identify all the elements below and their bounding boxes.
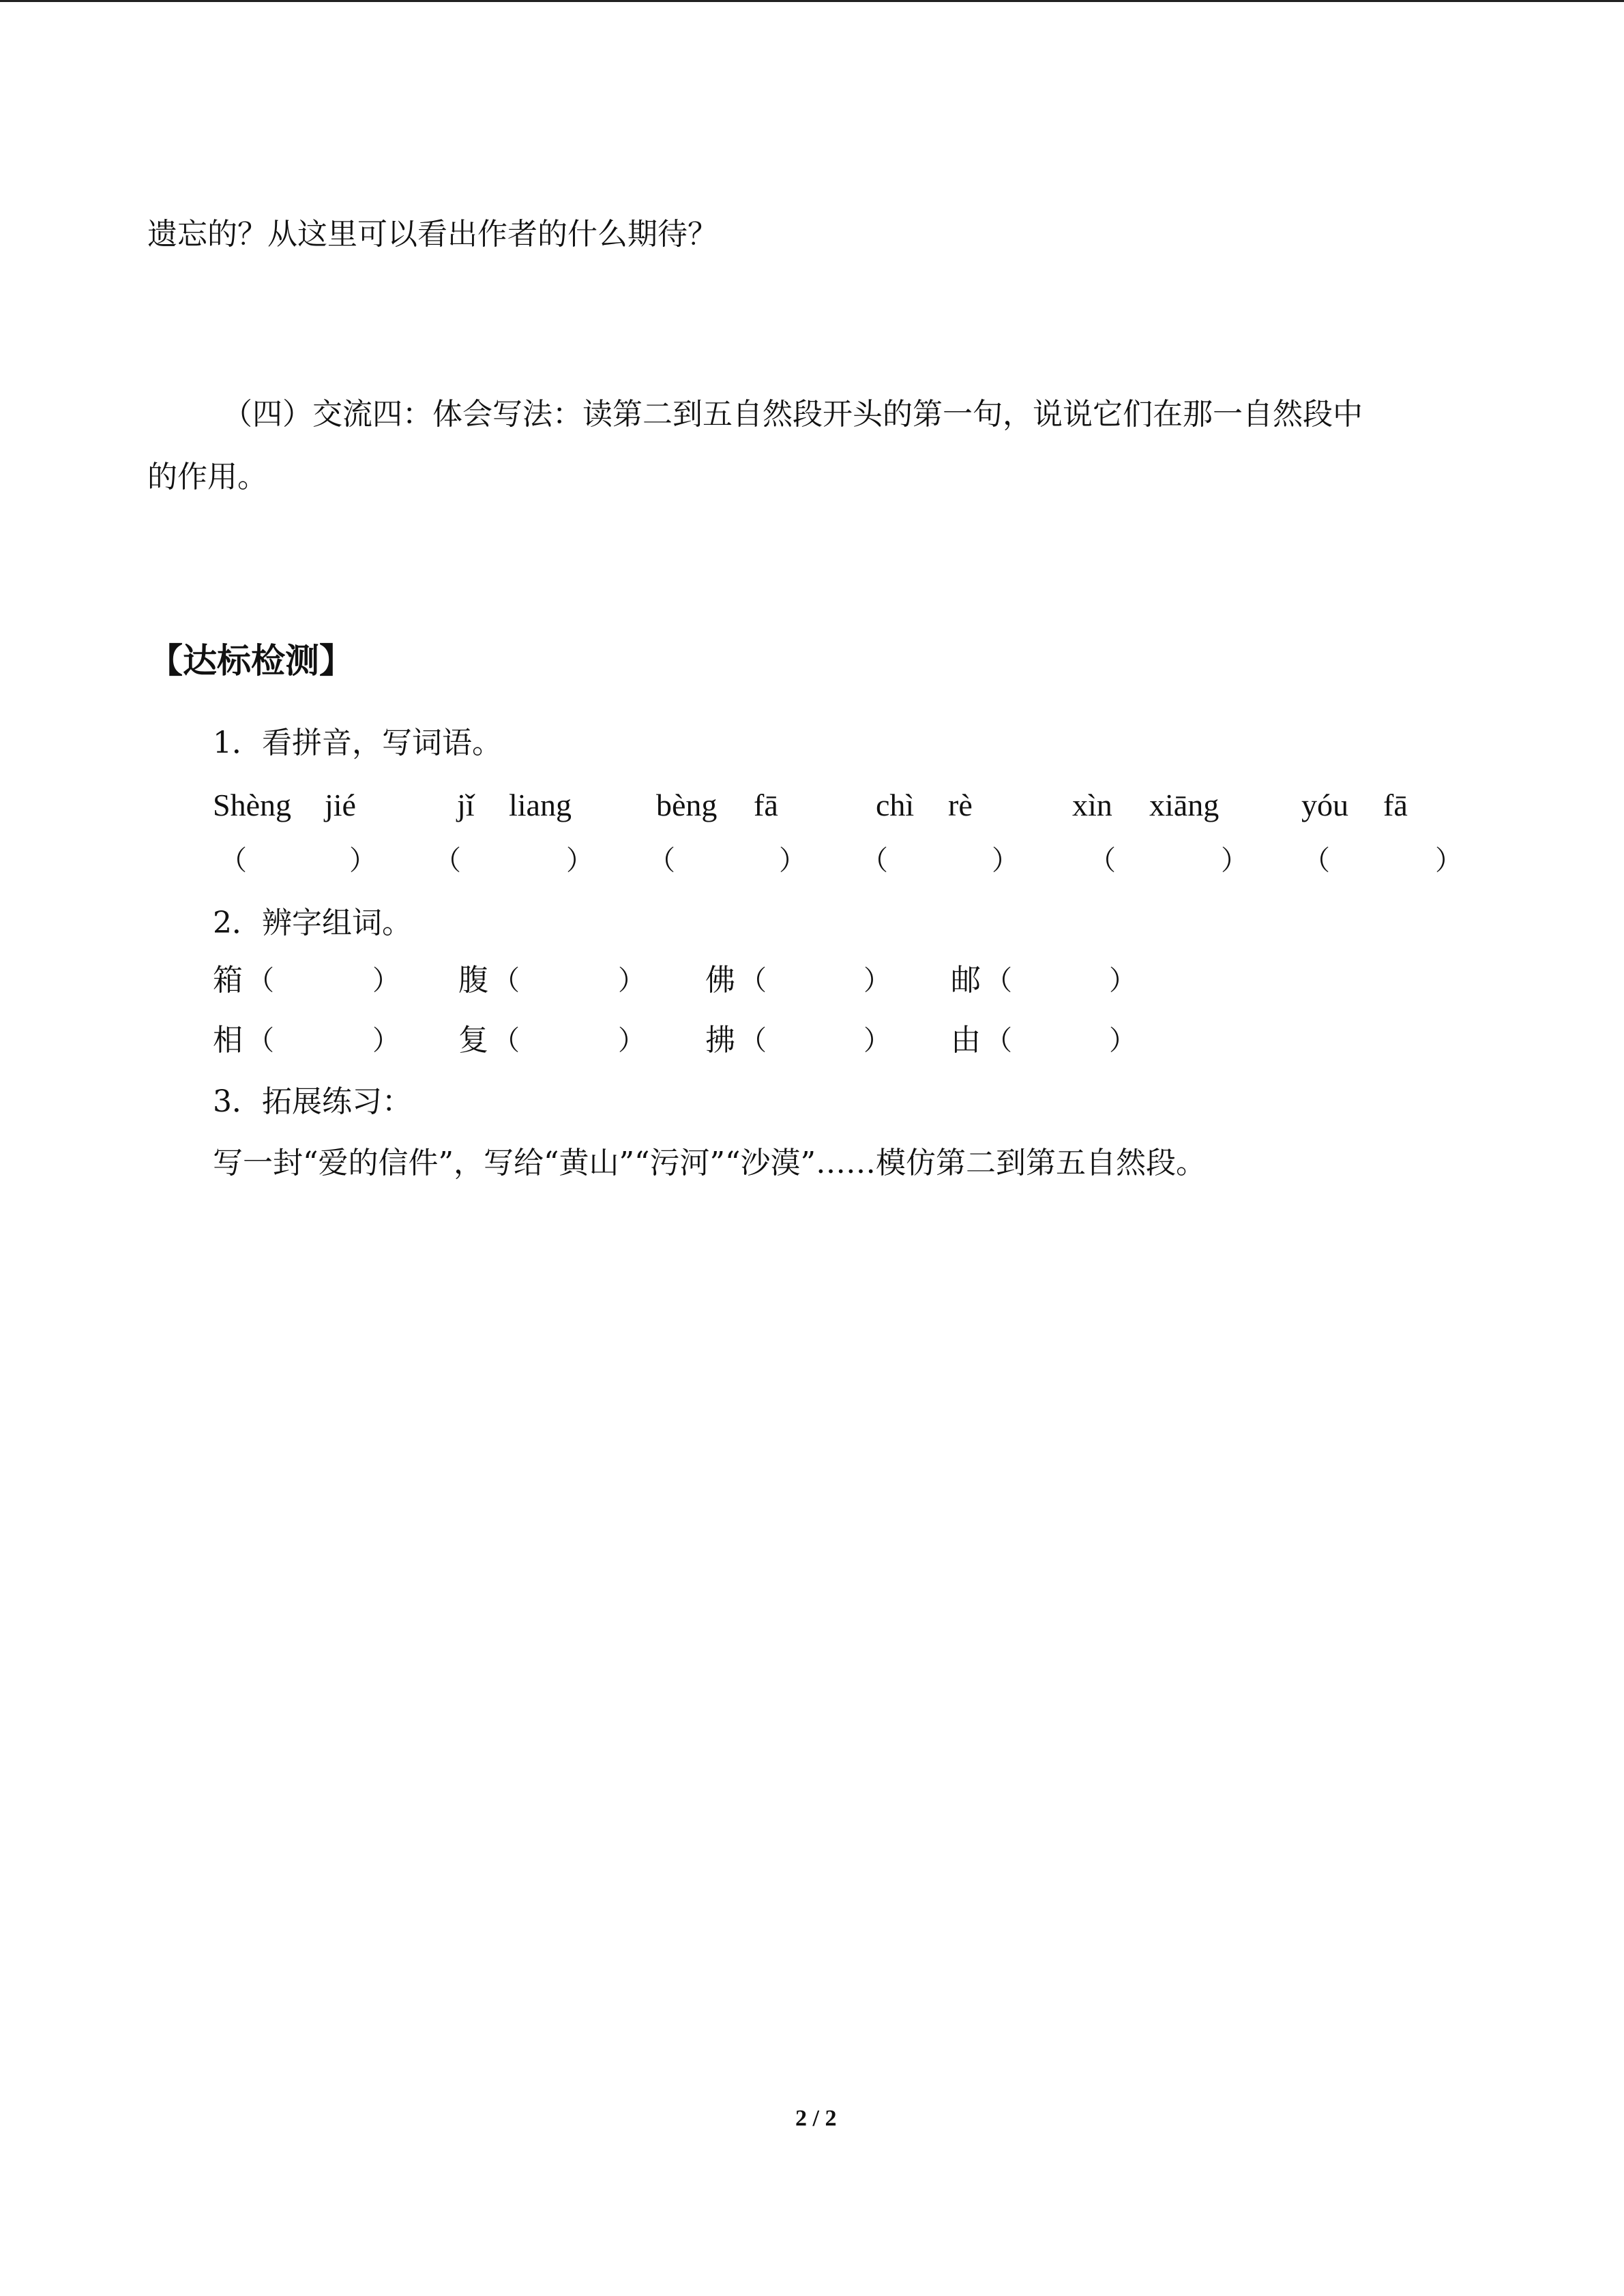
pinyin-1b: jié <box>325 788 356 822</box>
char-row2-3-open: （ <box>739 1025 767 1056</box>
pinyin-1a: Shèng <box>213 788 291 822</box>
answer-blank-6-close: ） <box>1435 845 1462 876</box>
answer-blank-3-open: （ <box>648 845 675 876</box>
char-row1-2-close: ） <box>618 965 645 996</box>
char-row1-2-open: （ <box>492 965 520 996</box>
answer-blank-2-open: （ <box>434 845 461 876</box>
char-row1-4-open: （ <box>985 965 1012 996</box>
pinyin-5b: xiāng <box>1149 788 1220 822</box>
answer-blank-1-close: ） <box>349 845 377 876</box>
answer-blank-5-close: ） <box>1221 845 1248 876</box>
pinyin-6b: fā <box>1383 788 1408 822</box>
pinyin-4b: rè <box>948 788 973 822</box>
pinyin-6a: yóu <box>1301 788 1348 822</box>
char-row2-4-open: （ <box>985 1025 1012 1056</box>
char-row1-1: 箱 <box>213 963 243 998</box>
page-top-border <box>0 0 1624 2</box>
answer-blank-4-open: （ <box>861 845 888 876</box>
pinyin-3b: fā <box>754 788 778 822</box>
body-line-1: 遗忘的？从这里可以看出作者的什么期待？ <box>147 217 718 252</box>
pinyin-4a: chì <box>876 788 915 822</box>
char-row2-2-open: （ <box>492 1025 520 1056</box>
char-row1-3-close: ） <box>863 965 891 996</box>
answer-blank-3-close: ） <box>779 845 806 876</box>
char-row1-3: 佛 <box>705 963 735 998</box>
assessment-heading: 【达标检测】 <box>149 641 353 681</box>
answer-blank-5-open: （ <box>1089 845 1116 876</box>
pinyin-3a: bèng <box>656 788 718 822</box>
char-row1-1-close: ） <box>372 965 400 996</box>
char-row2-1: 相 <box>213 1023 243 1058</box>
pinyin-2a: jǐ <box>457 788 475 822</box>
section-4-line-1: （四）交流四：体会写法：读第二到五自然段开头的第一句，说说它们在那一自然段中 <box>222 397 1363 432</box>
section-4-line-2: 的作用。 <box>147 460 267 494</box>
char-row2-3-close: ） <box>863 1025 891 1056</box>
question-3-title: 3．拓展练习： <box>213 1084 412 1119</box>
char-row2-4-close: ） <box>1109 1025 1136 1056</box>
pinyin-5a: xìn <box>1072 788 1112 822</box>
char-row2-4: 由 <box>951 1023 981 1058</box>
question-1-title: 1．看拼音，写词语。 <box>213 726 502 760</box>
question-2-title: 2．辨字组词。 <box>213 906 412 940</box>
char-row2-1-close: ） <box>372 1025 400 1056</box>
answer-blank-6-open: （ <box>1303 845 1330 876</box>
answer-blank-1-open: （ <box>220 845 247 876</box>
char-row1-3-open: （ <box>739 965 767 996</box>
pinyin-2b: liang <box>509 788 572 822</box>
char-row1-1-open: （ <box>247 965 274 996</box>
char-row2-1-open: （ <box>247 1025 274 1056</box>
char-row2-3: 拂 <box>705 1023 735 1058</box>
answer-blank-2-close: ） <box>566 845 593 876</box>
char-row2-2: 复 <box>458 1023 488 1058</box>
char-row1-4-close: ） <box>1109 965 1136 996</box>
char-row1-4: 邮 <box>951 963 981 998</box>
page-number: 2 / 2 <box>795 2106 837 2131</box>
answer-blank-4-close: ） <box>992 845 1019 876</box>
char-row1-2: 腹 <box>458 963 488 998</box>
question-3-text: 写一封“爱的信件”，写给“黄山”“污河”“沙漠”……模仿第二到第五自然段。 <box>213 1146 1206 1180</box>
char-row2-2-close: ） <box>618 1025 645 1056</box>
